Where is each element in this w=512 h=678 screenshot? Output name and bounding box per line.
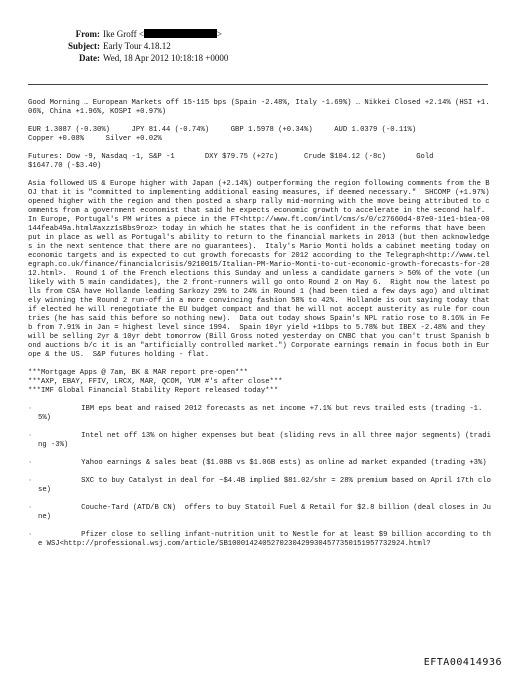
note-line: ***AXP, EBAY, FFIV, LRCX, MAR, QCOM, YUM #'s after close*** — [28, 378, 283, 386]
fx-line: EUR 1.3087 (-0.30%) JPY 81.44 (-0.74%) GBP 1.5978 (+0.34%) AUD 1.0379 (-0.11%) — [28, 126, 417, 134]
email-body — [28, 99, 492, 558]
note-line: ***Mortgage Apps @ 7am, BK & MAR report pre-open*** — [28, 369, 248, 377]
list-item-text: Yahoo earnings & sales beat ($1.08B vs $1.06B ests) as online ad market expanded (trading +3%) — [38, 459, 487, 467]
list-item-text: IBM eps beat and raised 2012 forecasts as net income +7.1% but revs trailed ests (trading -1.5%) — [38, 405, 483, 422]
list-item — [28, 504, 492, 522]
from-end: > — [216, 29, 222, 39]
bullet-icon: · — [28, 459, 33, 467]
redaction-box — [144, 29, 217, 38]
list-item-text: SXC to buy Catalyst in deal for ~$4.4B implied $81.02/shr = 28% premium based on April 17th close) — [38, 477, 491, 494]
futures-line: Futures: Dow -9, Nasdaq -1, S&P -1 DXY $79.75 (+27c) Crude $104.12 (-8c) Gold — [28, 153, 434, 161]
note-line: ***IMF Global Financial Stability Report released today*** — [28, 387, 279, 395]
bullet-icon: · — [28, 432, 33, 440]
header-divider — [28, 84, 488, 85]
subject-row — [0, 40, 512, 52]
list-item-text: Couche-Tard (ATD/B CN) offers to buy Statoil Fuel & Retail for $2.8 billion (deal closes in June) — [38, 504, 491, 521]
subject-value: Early Tour 4.18.12 — [103, 41, 171, 51]
from-value — [103, 28, 222, 40]
subject-label: Subject: — [68, 41, 100, 51]
fx-block — [28, 126, 492, 144]
list-item-text: Pfizer close to selling infant-nutrition unit to Nestle for at least $9 billion according to the WSJ<http://professional.wsj.com/article/SB10001424052702304299304577350151957732924.html? — [38, 531, 491, 548]
date-value: Wed, 18 Apr 2012 10:18:18 +0000 — [103, 53, 229, 63]
main-commentary: Asia followed US & Europe higher with Japan (+2.14%) outperforming the region following comments from the BOJ that it is "committed to implementing additional easing measures, if deemed necessary." SHCOMP (+1.97%) opened higher with the region and then posted a sharp rally mid-morning with the move being attributed to comments from a government economist that said he expects economic growth to accelerate in the second half. In Europe, Portugal's PM writes a piece in the FT<http://www.ft.com/intl/cms/s/0/c27660d4-87e0-11e1-b1ea-00144feab49a.html#axzz1sBbs9roz> today in which he states that he is confident in the reforms that have been put in place as well as Portugal's ability to return to the financial markets in 2013 (but then acknowledges in the next sentence that there are no guarantees). Italy's Mario Monti holds a cabinet meeting today on economic targets and is expected to cut growth forecasts for 2012 according to the Telegraph<http://www.telegraph.co.uk/finance/financialcrisis/9210015/Italian-PM-Mario-Monti-to-cut-economic-growth-forecasts-for-2012.html>. Round 1 of the French elections this Sunday and unless a candidate garners > 50% of the vote (unlikely with 5 main candidates), the 2 front-runners will go onto Round 2 on May 6. Right now the latest polls from CSA have Hollande leading Sarkozy 29% to 24% in Round 1 (had been tied a few days ago) and ultimately winning the Round 2 run-off in a more convincing fashion 58% to 42%. Hollande is out saying today that if elected he will renegotiate the EU budget compact and that he will not accept austerity as rule for countries (he has said this before so nothing new). Data out today shows Spain's NPL ratio rose to 8.16% in Feb from 7.91% in Jan = highest level since 1994. Spain 10yr yield +11bps to 5.78% but IBEX -2.48% and they will be selling 2yr & 10yr debt tomorrow (Bill Gross noted yesterday on CNBC that you can't trust Spanish bond auctions b/c it is an "artificially controlled market.") Corporate earnings remain in focus both in Europe & the US. S&P futures holding - flat. — [28, 180, 494, 359]
market-summary: Good Morning … European Markets off 15-115 bps (Spain -2.48%, Italy -1.69%) … Nikkei Closed +2.14% (HSI +1.06%, China +1.96%, KOSPI +0.97%) — [28, 99, 490, 116]
bullet-icon: · — [28, 504, 33, 512]
gold-line: $1647.70 (-$3.40) — [28, 162, 102, 170]
email-header — [0, 28, 512, 64]
date-label: Date: — [79, 53, 100, 63]
from-name: Ike Groff < — [103, 29, 144, 39]
date-row — [0, 52, 512, 64]
from-label: From: — [75, 29, 100, 39]
metals-line: Copper +0.08% Silver +0.02% — [28, 135, 162, 143]
list-item — [28, 459, 492, 468]
notes-block — [28, 369, 492, 396]
list-item — [28, 432, 492, 450]
list-item-text: Intel net off 13% on higher expenses but beat (sliding revs in all three major segments) (trading -3%) — [38, 432, 491, 449]
bates-number: EFTA00414936 — [423, 657, 502, 668]
list-item — [28, 405, 492, 423]
futures-block — [28, 153, 492, 171]
list-item — [28, 477, 492, 495]
bullet-icon: · — [28, 477, 33, 485]
bullet-icon: · — [28, 405, 33, 413]
bullet-icon: · — [28, 531, 33, 539]
list-item — [28, 531, 492, 549]
from-row — [0, 28, 512, 40]
